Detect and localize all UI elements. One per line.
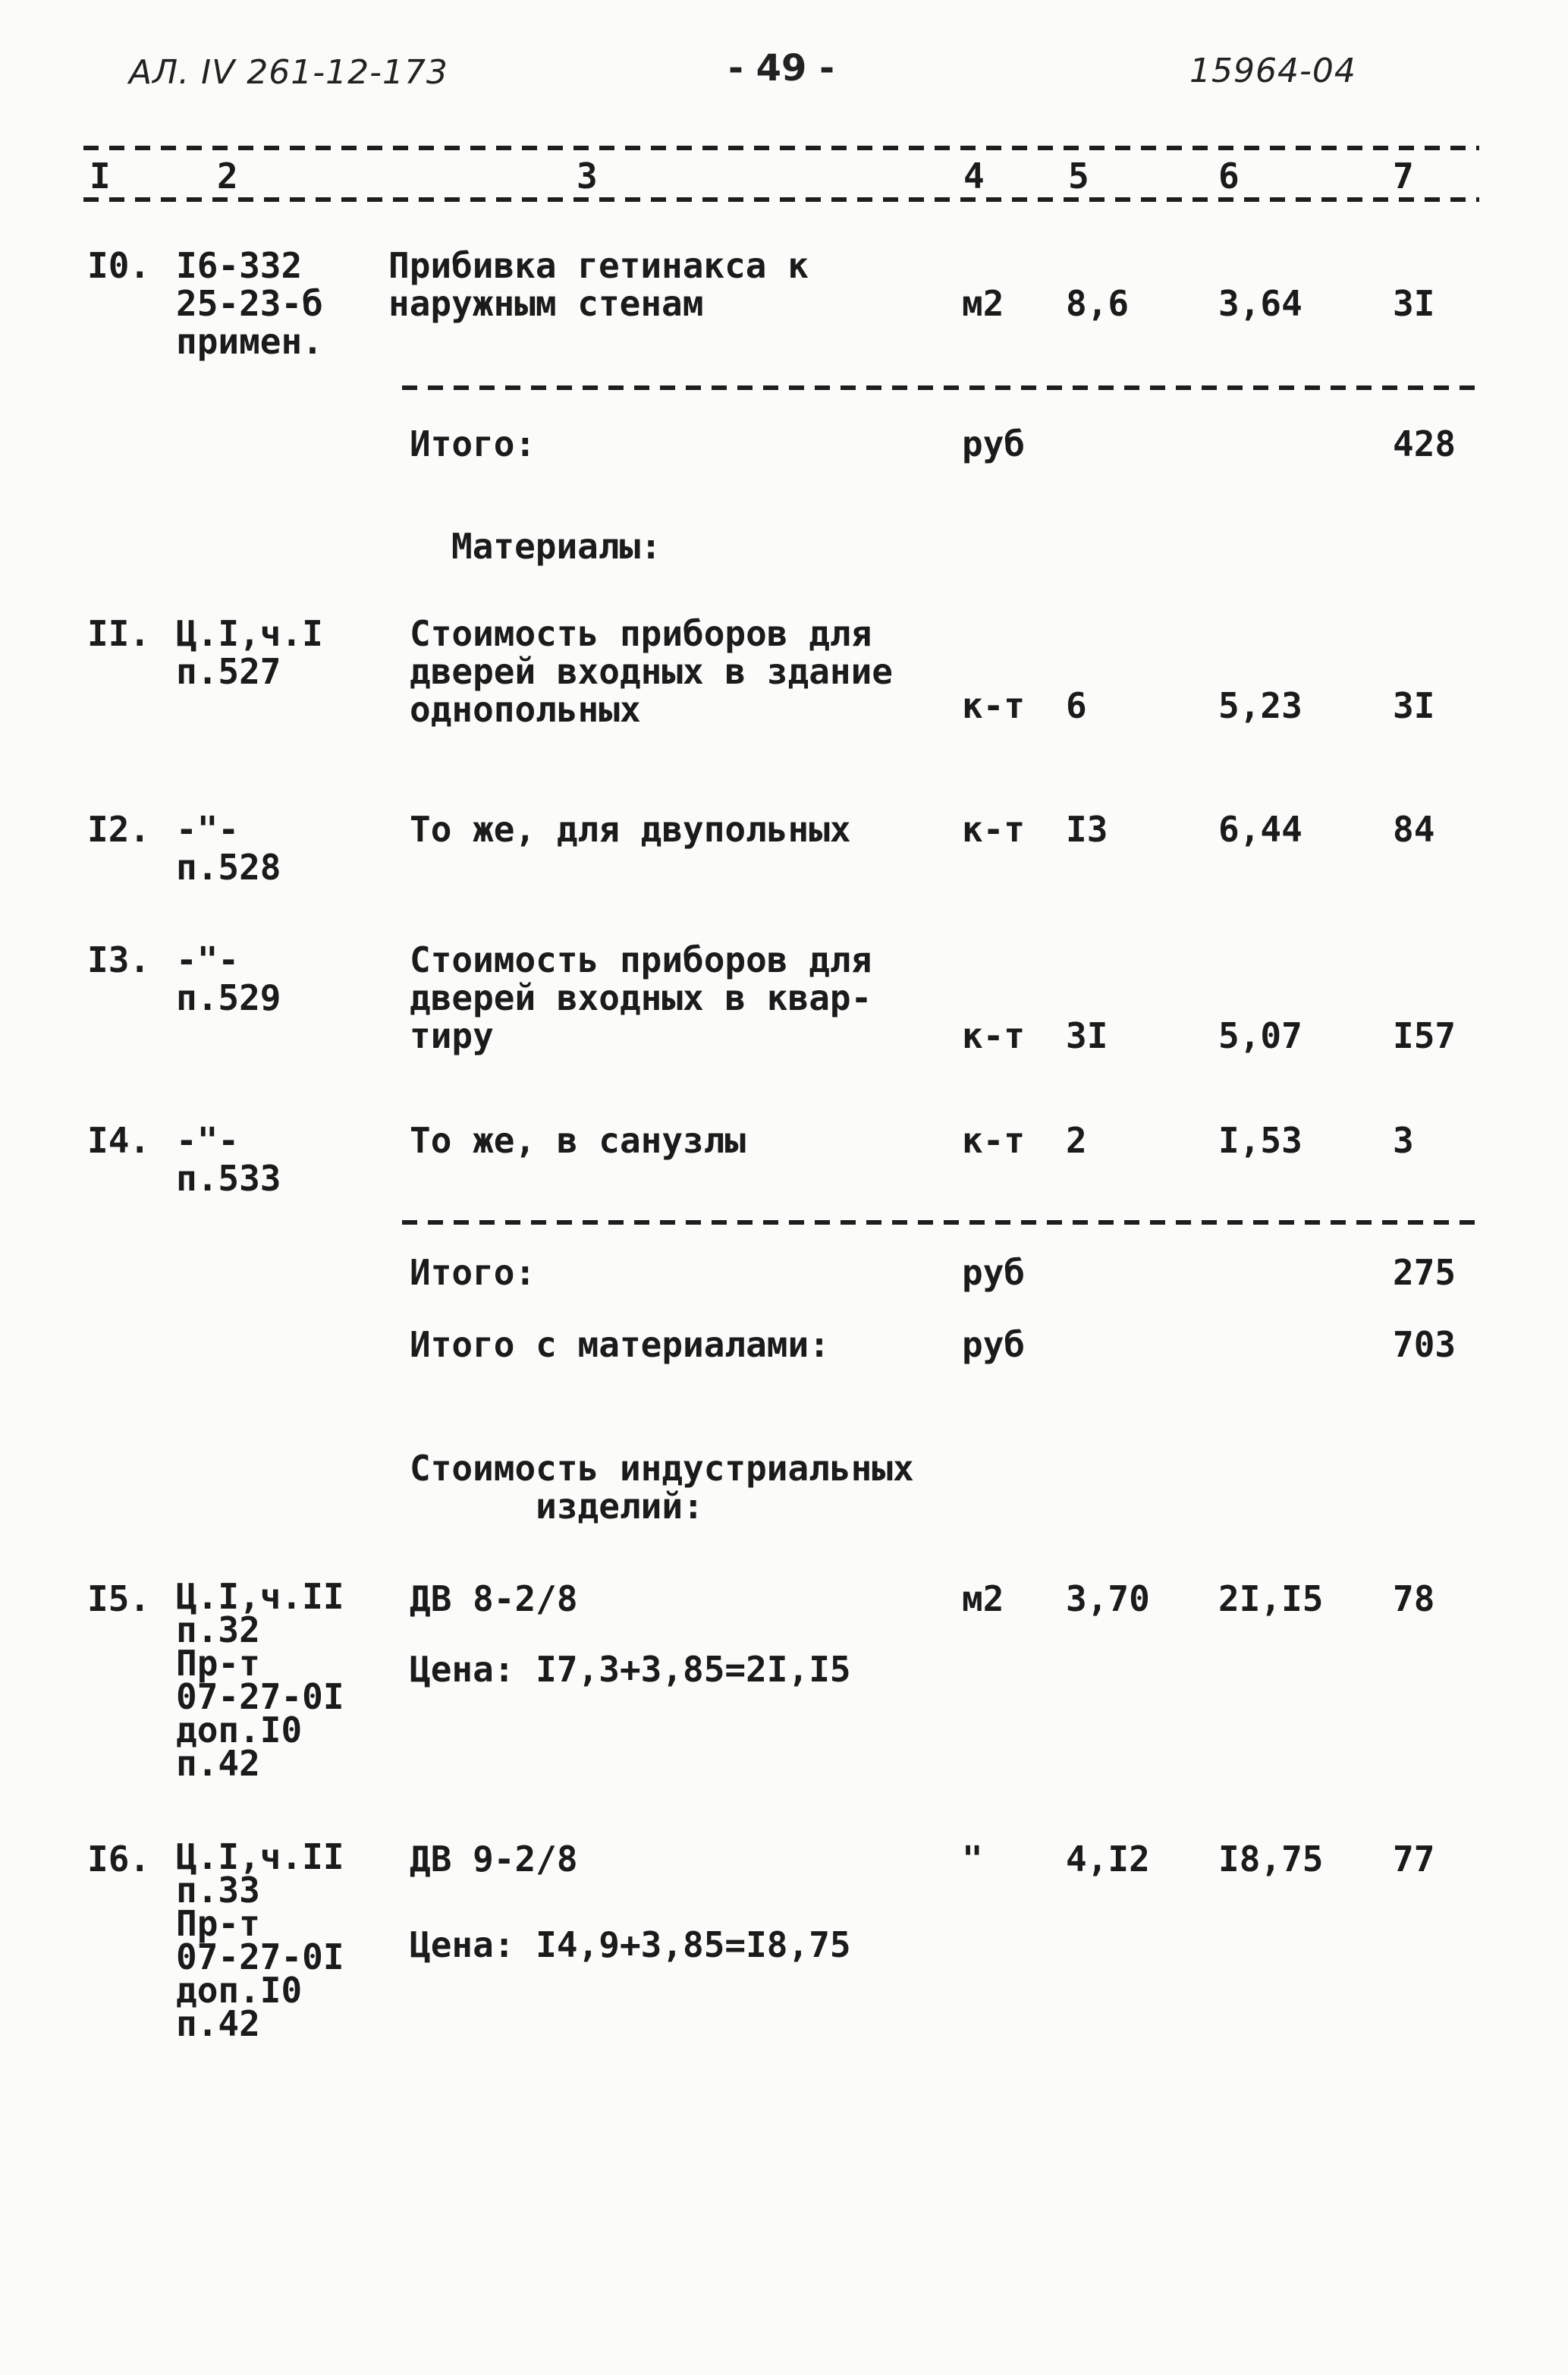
row-code: -"- п.529 [176, 939, 281, 1018]
row-name: ДВ 8-2/8 [410, 1578, 578, 1619]
row-price-note: Цена: I7,3+3,85=2I,I5 [410, 1649, 851, 1690]
row-total: 3I [1393, 685, 1435, 726]
inventory-number: 15964-04 [1189, 52, 1356, 90]
row-code: Ц.I,ч.II п.33 Пр-т 07-27-0I доп.I0 п.42 [176, 1836, 344, 2044]
row-total: 78 [1393, 1578, 1435, 1619]
row-number: I3. [87, 939, 151, 980]
column-header-1: I [90, 156, 111, 197]
subtotal-label: Итого: [410, 1252, 536, 1293]
row-name: Стоимость приборов для дверей входных в здание однопольных [410, 613, 893, 730]
row-qty: 8,6 [1066, 283, 1130, 324]
header-top-rule [83, 146, 1479, 150]
row-code: Ц.I,ч.II п.32 Пр-т 07-27-0I доп.I0 п.42 [176, 1576, 344, 1784]
row-number: I5. [87, 1578, 151, 1619]
row-name: Стоимость приборов для дверей входных в квар- тиру [410, 939, 872, 1056]
row-qty: I3 [1066, 809, 1108, 850]
row-price: 2I,I5 [1218, 1578, 1324, 1619]
document-reference: АЛ. IV 261-12-173 [129, 53, 448, 92]
row-qty: 6 [1066, 685, 1087, 726]
row-code: I6-332 25-23-б примен. [176, 245, 323, 362]
row-qty: 4,I2 [1066, 1839, 1150, 1880]
row-total: I57 [1393, 1015, 1456, 1056]
row-unit: к-т [962, 809, 1026, 850]
total-with-materials-unit: руб [962, 1324, 1026, 1365]
subtotal-unit: руб [962, 423, 1026, 464]
row-price: 3,64 [1218, 283, 1302, 324]
subtotal-value: 275 [1393, 1252, 1456, 1293]
row-qty: 3,70 [1066, 1578, 1150, 1619]
page-number: - 49 - [728, 47, 835, 90]
row-price: 5,23 [1218, 685, 1302, 726]
industrial-products-heading: Стоимость индустриальных изделий: [410, 1448, 914, 1527]
total-with-materials-label: Итого с материалами: [410, 1324, 830, 1365]
row-unit: м2 [962, 1578, 1004, 1619]
row-price: 6,44 [1218, 809, 1302, 850]
subtotal-rule-1 [402, 385, 1479, 390]
subtotal-rule-2 [402, 1220, 1479, 1225]
row-unit: к-т [962, 685, 1026, 726]
row-code: -"- п.528 [176, 809, 281, 888]
row-name: То же, в санузлы [410, 1120, 746, 1161]
column-header-4: 4 [963, 156, 985, 197]
subtotal-label: Итого: [410, 423, 536, 464]
row-number: I6. [87, 1839, 151, 1880]
row-total: 84 [1393, 809, 1435, 850]
row-number: I2. [87, 809, 151, 850]
row-number: I4. [87, 1120, 151, 1161]
row-number: I0. [87, 245, 151, 286]
row-price-note: Цена: I4,9+3,85=I8,75 [410, 1924, 851, 1965]
row-number: II. [87, 613, 151, 654]
row-code: -"- п.533 [176, 1120, 281, 1199]
row-qty: 3I [1066, 1015, 1108, 1056]
row-price: I8,75 [1218, 1839, 1324, 1880]
row-price: 5,07 [1218, 1015, 1302, 1056]
column-header-7: 7 [1393, 156, 1414, 197]
subtotal-unit: руб [962, 1252, 1026, 1293]
column-header-3: 3 [577, 156, 598, 197]
column-header-6: 6 [1218, 156, 1240, 197]
row-unit: к-т [962, 1120, 1026, 1161]
row-total: 3 [1393, 1120, 1414, 1161]
row-name: То же, для двупольных [410, 809, 851, 850]
row-name: ДВ 9-2/8 [410, 1839, 578, 1880]
row-unit: " [962, 1839, 983, 1880]
subtotal-value: 428 [1393, 423, 1456, 464]
row-unit: к-т [962, 1015, 1026, 1056]
row-total: 77 [1393, 1839, 1435, 1880]
row-unit: м2 [962, 283, 1004, 324]
row-total: 3I [1393, 283, 1435, 324]
row-price: I,53 [1218, 1120, 1302, 1161]
materials-heading: Материалы: [451, 526, 661, 567]
column-header-2: 2 [217, 156, 238, 197]
column-header-5: 5 [1068, 156, 1089, 197]
total-with-materials-value: 703 [1393, 1324, 1456, 1365]
row-qty: 2 [1066, 1120, 1087, 1161]
row-name: Прибивка гетинакса к наружным стенам [388, 245, 809, 324]
header-bottom-rule [83, 197, 1479, 202]
row-code: Ц.I,ч.I п.527 [176, 613, 323, 692]
